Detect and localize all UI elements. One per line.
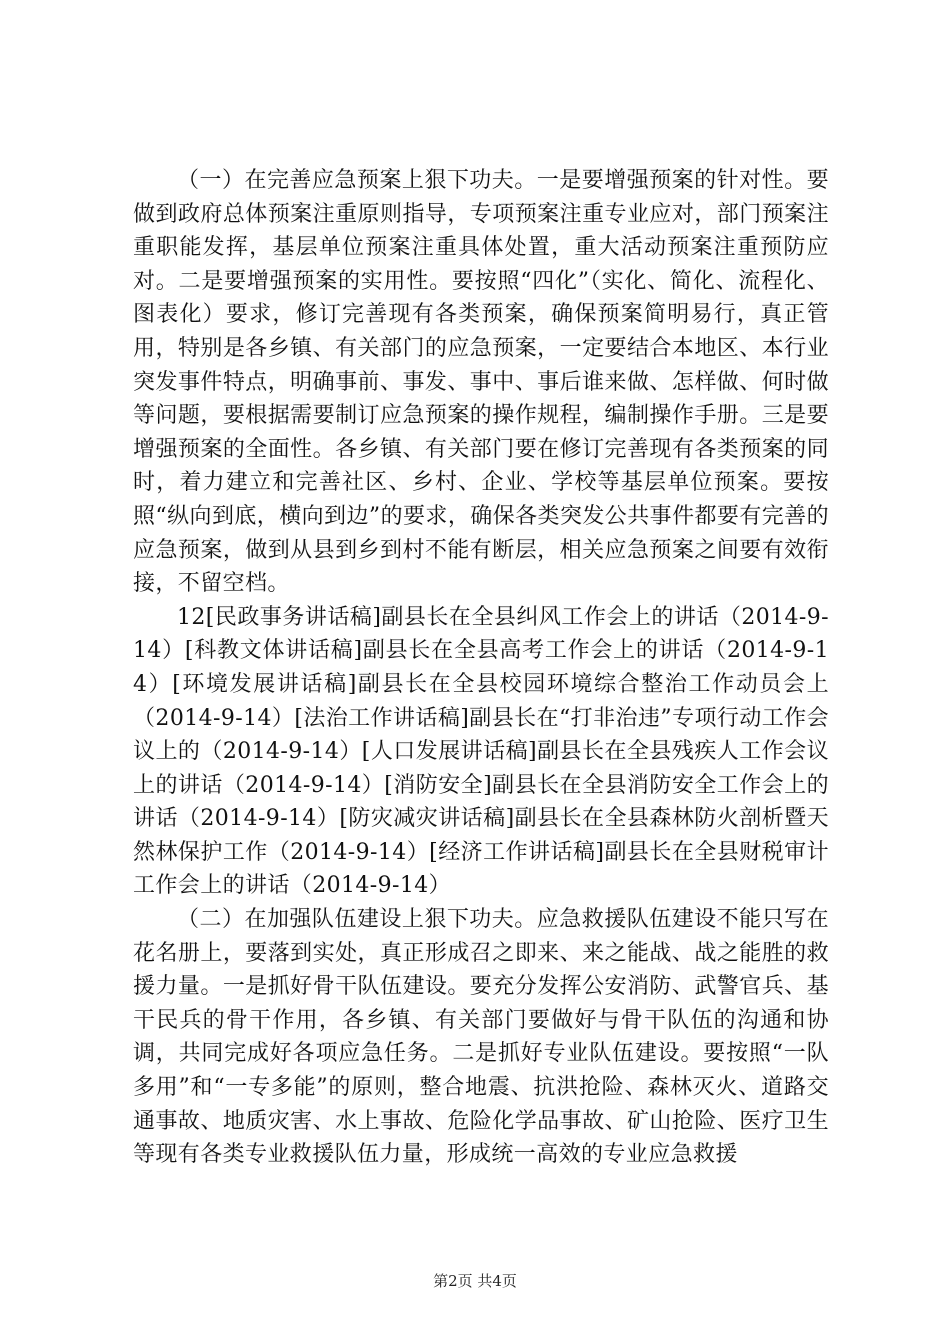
document-body [133, 164, 829, 1172]
paragraph-related-speeches: 12[民政事务讲话稿]副县长在全县纠风工作会上的讲话（2014-9-14）[科教文体讲话稿]副县长在全县高考工作会上的讲话（2014-9-14）[环境发展讲话稿]副县长在全县校园环境综合整治工作动员会上（2014-9-14）[法治工作讲话稿]副县长在“打非治违”专项行动工作会议上的（2014-9-14）[人口发展讲话稿]副县长在全县残疾人工作会议上的讲话（2014-9-14）[消防安全]副县长在全县消防安全工作会上的讲话（2014-9-14）[防灾减灾讲话稿]副县长在全县森林防火剖析暨天然林保护工作（2014-9-14）[经济工作讲话稿]副县长在全县财税审计工作会上的讲话（2014-9-14） [133, 604, 829, 899]
paragraph-emergency-plans: （一）在完善应急预案上狠下功夫。一是要增强预案的针对性。要做到政府总体预案注重原则指导，专项预案注重专业应对，部门预案注重职能发挥，基层单位预案注重具体处置，重大活动预案注重预防应对。二是要增强预案的实用性。要按照“四化”（实化、简化、流程化、图表化）要求，修订完善现有各类预案，确保预案简明易行，真正管用，特别是各乡镇、有关部门的应急预案，一定要结合本地区、本行业突发事件特点，明确事前、事发、事中、事后谁来做、怎样做、何时做等问题，要根据需要制订应急预案的操作规程，编制操作手册。三是要增强预案的全面性。各乡镇、有关部门要在修订完善现有各类预案的同时，着力建立和完善社区、乡村、企业、学校等基层单位预案。要按照“纵向到底，横向到边”的要求，确保各类突发公共事件都要有完善的应急预案，做到从县到乡到村不能有断层，相关应急预案之间要有效衔接，不留空档。 [133, 168, 829, 597]
paragraph-team-building: （二）在加强队伍建设上狠下功夫。应急救援队伍建设不能只写在花名册上，要落到实处，真正形成召之即来、来之能战、战之能胜的救援力量。一是抓好骨干队伍建设。要充分发挥公安消防、武警官兵、基干民兵的骨干作用，各乡镇、有关部门要做好与骨干队伍的沟通和协调，共同完成好各项应急任务。二是抓好专业队伍建设。要按照“一队多用”和“一专多能”的原则，整合地震、抗洪抢险、森林灭火、道路交通事故、地质灾害、水上事故、危险化学品事故、矿山抢险、医疗卫生等现有各类专业救援队伍力量，形成统一高效的专业应急救援 [133, 907, 829, 1168]
page-number-footer: 第2页 共4页 [433, 1272, 517, 1290]
